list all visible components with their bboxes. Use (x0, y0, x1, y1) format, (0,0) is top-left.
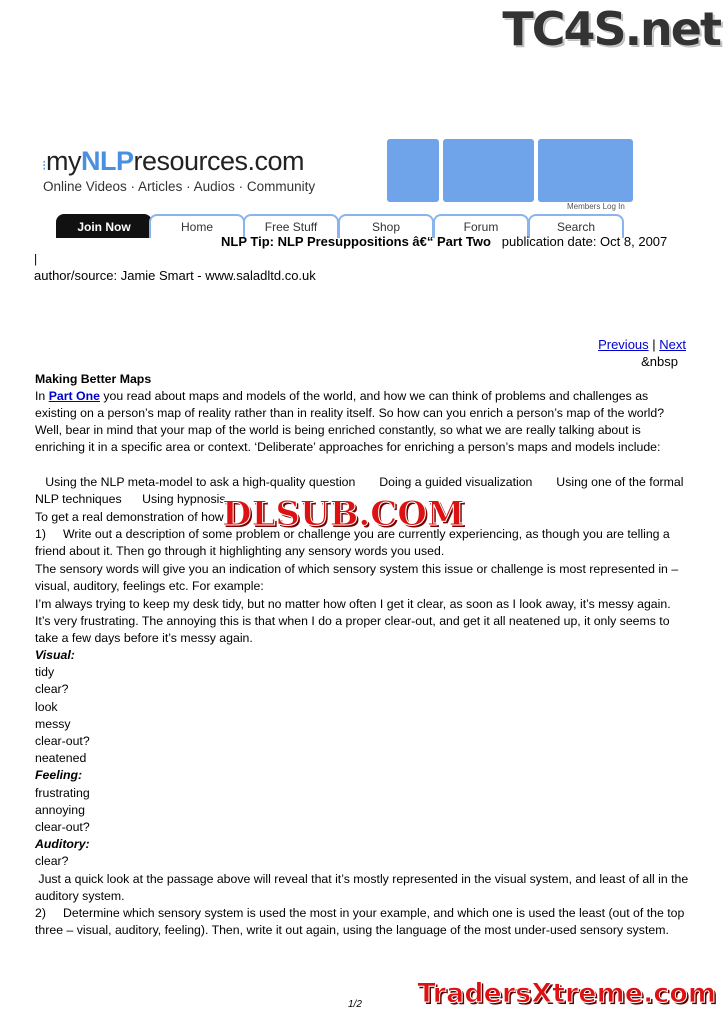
paragraph-line: Using the NLP meta-model to ask a high-quality question Doing a guided visualization Using one of the formal (35, 475, 684, 489)
paragraph-line: To get a real demonstration of how (35, 510, 224, 524)
paragraph-line: In Part One you read about maps and models of the world, and how we can think of problems and challenges as (35, 389, 649, 403)
nav-forum[interactable]: Forum (433, 214, 529, 238)
article-title: NLP Tip: NLP Presuppositions â€“ Part Two (221, 234, 491, 249)
paragraph-line: clear? (35, 682, 69, 697)
paragraph-line: I’m always trying to keep my desk tidy, but no matter how often I get it clear, as soon as I look away, it’s messy again. (35, 597, 671, 611)
paragraph-line: existing on a person’s map of reality rather than in reality itself. So how can you enrich a person’s map of the world? (35, 406, 665, 420)
paragraph-line: three – visual, auditory, feeling). Then, write it out again, using the language of the most under-used sensory system. (35, 923, 669, 938)
nbsp-text: &nbsp (641, 354, 678, 369)
watermark-tc4s: TC4S.net (502, 2, 720, 56)
paragraph-line: NLP techniques Using hypnosis (35, 492, 226, 506)
paragraph-line: friend about it. Then go through it highlighting any sensory words you used. (35, 544, 445, 558)
nav-shop[interactable]: Shop (338, 214, 434, 238)
pager: Previous | Next (598, 337, 686, 352)
publication-date: publication date: Oct 8, 2007 (501, 234, 668, 249)
paragraph-line: visual, auditory, feelings etc. For example: (35, 579, 264, 593)
banner-image-person (387, 139, 439, 202)
paragraph-line: auditory system. (35, 888, 125, 903)
paragraph-line: messy (35, 716, 71, 731)
paragraph-line: enriching it in a specific area or context. ‘Deliberate’ approaches for enriching a person’s maps and models include: (35, 440, 661, 454)
paragraph-line: look (35, 699, 58, 714)
paragraph-line: Just a quick look at the passage above will reveal that it’s mostly represented in the visual system, and least of all in the (35, 871, 689, 886)
section-heading: Making Better Maps (35, 372, 152, 386)
author-source: author/source: Jamie Smart - www.saladltd.co.uk (34, 268, 316, 283)
article-header (221, 234, 667, 249)
paragraph-line: clear-out? (35, 734, 90, 748)
separator: | (34, 252, 38, 266)
paragraph-line: take a few days before it’s messy again. (35, 631, 253, 645)
paragraph-line: annoying (35, 802, 85, 817)
banner-image-puzzle (538, 139, 633, 202)
paragraph-line: 2) Determine which sensory system is used the most in your example, and which one is used the least (out of the top (35, 906, 685, 920)
members-login-link[interactable]: Members Log In (567, 202, 625, 211)
banner-image-group (443, 139, 534, 202)
nav-search[interactable]: Search (528, 214, 624, 238)
paragraph-line: The sensory words will give you an indication of which sensory system this issue or challenge is most represented in – (35, 562, 679, 576)
nav-join-now[interactable]: Join Now (56, 214, 152, 238)
site-tagline: Online Videos · Articles · Audios · Community (43, 179, 316, 194)
logo-dots-icon: ⁝ (42, 157, 46, 173)
paragraph-line: 1) Write out a description of some problem or challenge you are currently experiencing, as though you are telling a (35, 527, 670, 541)
site-logo[interactable]: ⁝myNLPresources.com (42, 146, 305, 176)
previous-link[interactable]: Previous (598, 337, 649, 352)
subheading: Visual: (35, 648, 75, 662)
subheading: Auditory: (35, 837, 90, 852)
paragraph-line: neatened (35, 751, 87, 766)
watermark-tradersxtreme: TradersXtreme.com (417, 978, 716, 1009)
page-number: 1/2 (348, 999, 362, 1010)
nav-home[interactable]: Home (149, 214, 245, 238)
part-one-link[interactable]: Part One (48, 389, 100, 403)
paragraph-line: clear-out? (35, 820, 90, 834)
paragraph-line: Well, bear in mind that your map of the world is being enriched constantly, so what we are really talking about is (35, 423, 641, 437)
next-link[interactable]: Next (659, 337, 686, 352)
subheading: Feeling: (35, 768, 83, 783)
paragraph-line: It’s very frustrating. The annoying this is that when I do a proper clear-out, and get it all neatened up, it only seems to (35, 614, 670, 628)
paragraph-line: frustrating (35, 785, 90, 800)
paragraph-line: tidy (35, 665, 55, 680)
watermark-dlsub: DLSUB.COM (222, 494, 465, 534)
nav-free-stuff[interactable]: Free Stuff (243, 214, 339, 238)
paragraph-line: clear? (35, 854, 69, 869)
